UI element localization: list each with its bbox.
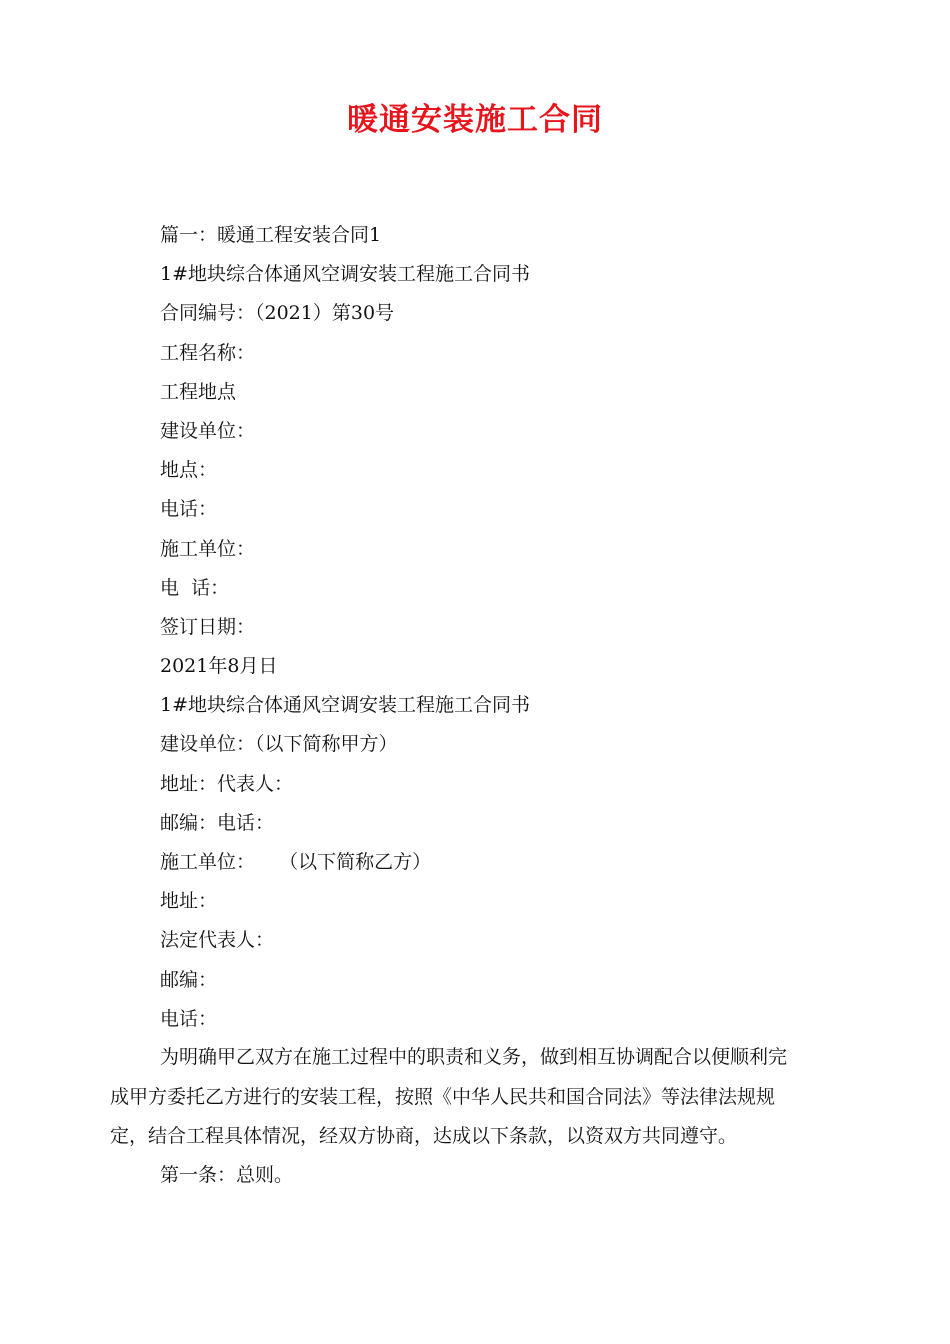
line-party-a-address: 地址：代表人： [160, 772, 294, 795]
line-owner-unit: 建设单位： [160, 419, 256, 442]
document-title: 暖通安装施工合同 [347, 102, 603, 138]
line-party-a: 建设单位：（以下简称甲方） [160, 733, 398, 756]
preamble-line-1: 为明确甲乙双方在施工过程中的职责和义务，做到相互协调配合以便顺利完 [160, 1046, 788, 1068]
line-contract-name: 1#地块综合体通风空调安装工程施工合同书 [160, 263, 531, 286]
line-party-b-representative: 法定代表人： [160, 929, 275, 952]
line-party-a-postcode: 邮编：电话： [160, 811, 275, 834]
line-signing-date: 2021年8月日 [160, 655, 278, 678]
line-party-b-postcode: 邮编： [160, 968, 218, 991]
line-party-b-address: 地址： [160, 890, 218, 913]
contract-header-lines [160, 216, 840, 1039]
preamble-line-3: 定，结合工程具体情况，经双方协商，达成以下条款，以资双方共同遵守。 [110, 1125, 738, 1147]
preamble-paragraph [110, 1038, 840, 1157]
preamble-line-2: 成甲方委托乙方进行的安装工程，按照《中华人民共和国合同法》等法律法规规 [110, 1085, 776, 1108]
line-contractor-unit: 施工单位： [160, 537, 256, 560]
line-owner-phone: 电话： [160, 498, 218, 521]
line-party-b: 施工单位： （以下简称乙方） [160, 851, 432, 873]
line-party-b-phone: 电话： [160, 1007, 218, 1030]
line-contractor-phone: 电 话： [160, 576, 230, 599]
line-project-location: 工程地点 [160, 380, 237, 403]
line-signing-date-label: 签订日期： [160, 615, 256, 638]
line-contract-number: 合同编号：（2021）第30号 [160, 302, 395, 325]
article-one-heading: 第一条：总则。 [160, 1164, 294, 1186]
line-owner-address: 地点： [160, 459, 218, 482]
line-project-name: 工程名称： [160, 341, 256, 364]
line-contract-name-2: 1#地块综合体通风空调安装工程施工合同书 [160, 694, 531, 717]
line-section-heading: 篇一：暖通工程安装合同1 [160, 224, 382, 246]
